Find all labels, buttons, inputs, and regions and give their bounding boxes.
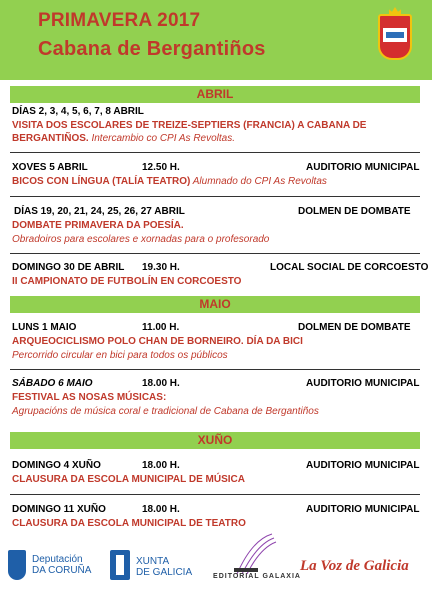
divider	[10, 253, 420, 254]
event-5-place: DOLMEN DE DOMBATE	[298, 322, 411, 333]
galaxia-name: EDITORIAL GALAXIA	[213, 573, 301, 580]
event-7-title: CLAUSURA DA ESCOLA MUNICIPAL DE MÚSICA	[12, 474, 245, 485]
la-voz-logo: La Voz de Galicia	[300, 558, 409, 574]
event-6-title: FESTIVAL AS NOSAS MÚSICAS:	[12, 392, 167, 403]
event-6-time: 18.00 H.	[142, 378, 180, 389]
event-8-time: 18.00 H.	[142, 504, 180, 515]
event-5-sub: Percorrido circular en bici para todos os públicos	[12, 350, 228, 361]
event-8-place: AUDITORIO MUNICIPAL	[306, 504, 420, 515]
event-1-title-cont: BERGANTIÑOS. Intercambio co CPI As Revoltas.	[12, 133, 236, 144]
event-2-place: AUDITORIO MUNICIPAL	[306, 162, 420, 173]
event-2-time: 12.50 H.	[142, 162, 180, 173]
event-4-title: II CAMPIONATO DE FUTBOLÍN EN CORCOESTO	[12, 276, 242, 287]
event-4-time: 19.30 H.	[142, 262, 180, 273]
event-8-date: DOMINGO 11 XUÑO	[12, 504, 106, 515]
deputacion-shield-icon	[8, 550, 26, 580]
event-6-place: AUDITORIO MUNICIPAL	[306, 378, 420, 389]
event-6-sub: Agrupacións de música coral e tradicional de Cabana de Bergantiños	[12, 406, 319, 417]
divider	[10, 152, 420, 153]
event-8-title: CLAUSURA DA ESCOLA MUNICIPAL DE TEATRO	[12, 518, 246, 529]
divider	[10, 494, 420, 495]
xunta-name: XUNTA	[136, 556, 170, 567]
deputacion-place: DA CORUÑA	[32, 565, 92, 576]
event-3-sub: Obradoiros para escolares e xornadas para o profesorado	[12, 234, 270, 245]
galaxia-emblem-icon	[212, 530, 302, 578]
section-xuno: XUÑO	[10, 432, 420, 449]
event-3-place: DOLMEN DE DOMBATE	[298, 206, 411, 217]
event-4-date: DOMINGO 30 DE ABRIL	[12, 262, 125, 273]
event-3-date: DÍAS 19, 20, 21, 24, 25, 26, 27 ABRIL	[14, 206, 185, 217]
xunta-region: DE GALICIA	[136, 567, 193, 578]
event-7-time: 18.00 H.	[142, 460, 180, 471]
event-6-date: SÁBADO 6 MAIO	[12, 378, 93, 389]
event-1-date: DÍAS 2, 3, 4, 5, 6, 7, 8 ABRIL	[12, 106, 144, 117]
xunta-emblem-icon	[110, 550, 130, 580]
event-7-date: DOMINGO 4 XUÑO	[12, 460, 101, 471]
section-maio: MAIO	[10, 296, 420, 313]
event-7-place: AUDITORIO MUNICIPAL	[306, 460, 420, 471]
galaxia-logo	[212, 530, 302, 590]
header-banner	[0, 0, 432, 80]
section-abril: ABRIL	[10, 86, 420, 103]
event-5-time: 11.00 H.	[142, 322, 180, 333]
divider	[10, 196, 420, 197]
page-title-year: PRIMAVERA 2017	[38, 10, 201, 31]
deputacion-name: Deputación	[32, 554, 83, 565]
event-3-title: DOMBATE PRIMAVERA DA POESÍA.	[12, 220, 184, 231]
event-2-date: XOVES 5 ABRIL	[12, 162, 88, 173]
event-5-title: ARQUEOCICLISMO POLO CHAN DE BORNEIRO. DÍA DA BICI	[12, 336, 303, 347]
divider	[10, 369, 420, 370]
page-title-town: Cabana de Bergantiños	[38, 38, 266, 60]
sponsor-logos	[0, 530, 432, 600]
event-5-date: LUNS 1 MAIO	[12, 322, 77, 333]
municipal-crest-icon	[378, 14, 412, 60]
event-1-title: VISITA DOS ESCOLARES DE TREIZE-SEPTIERS (FRANCIA) A CABANA DE	[12, 120, 367, 131]
event-4-place: LOCAL SOCIAL DE CORCOESTO	[270, 262, 429, 273]
event-2-title: BICOS CON LÍNGUA (TALÍA TEATRO) Alumnado do CPI As Revoltas	[12, 176, 327, 187]
